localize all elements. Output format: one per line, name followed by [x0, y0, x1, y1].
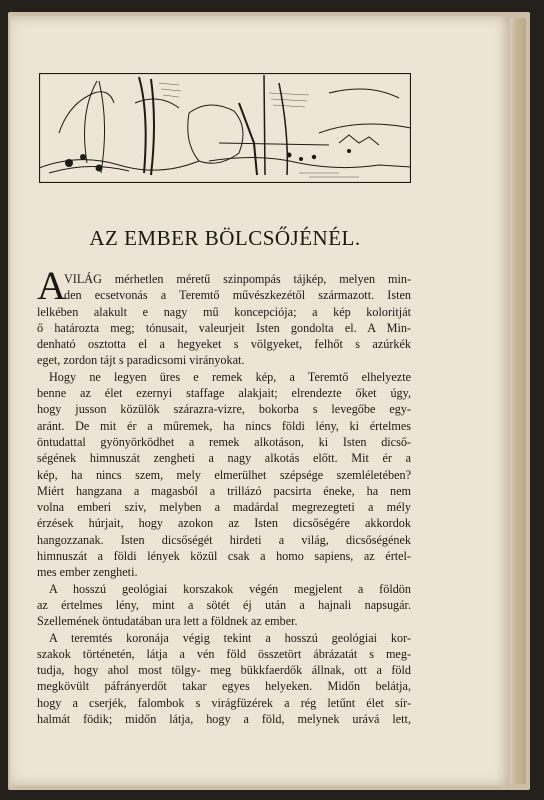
text-line: Hogy ne legyen üres e remek kép, a Teremtő elhelyezte: [49, 369, 411, 384]
text-line: érzések húrjait, hogy azokon az Isten dicsőségére akkordok: [37, 516, 411, 531]
text-line: aránt. De mit ér a műremek, ha nincs földi lény, ki értelmes: [37, 418, 411, 433]
text-line: mes ember zengheti.: [37, 565, 138, 580]
text-line: hogy a cserjék, falombok s virágfüzérek a rég letűnt élet sír-: [37, 695, 411, 710]
text-line: eget, zordon tájt s paradicsomi virányokat.: [37, 353, 245, 368]
text-line: Szellemének öntudatában ura lett a földnek az ember.: [37, 614, 298, 629]
text-line: ő határozta meg; tónusait, valeurjeit Isten gondolta el. A Min-: [37, 320, 411, 335]
chapter-title: AZ EMBER BÖLCSŐJÉNÉL.: [89, 226, 361, 250]
text-line: himnuszát a földi lények közül csak a homo sapiens, az értel-: [37, 549, 411, 564]
text-line: VILÁG mérhetlen méretű szinpompás tájkép, melyen min-: [64, 272, 411, 286]
text-line: megkövült páfrányerdőt takar egyes helyeken. Midőn belátja,: [37, 679, 411, 694]
text-line: ségének himnuszát zengheti a nagy alkotás előtt. Mit ér a: [37, 451, 411, 466]
text-line: A hosszú geológiai korszakok végén megjelent a földön: [49, 581, 411, 596]
body-text: [37, 271, 411, 727]
page-edges: [510, 18, 526, 784]
text-line: hangozzanak. Isten dicsőségét hirdeti a világ, dicsőségének: [37, 532, 411, 547]
text-line: den ecsetvonás a Teremtő művészkezétől származott. Isten: [64, 288, 411, 303]
text-line: denható osztotta el a hegyeket s völgyeket, felhőt s azúrkék: [37, 337, 411, 352]
text-line: lelkében alakult e nagy mű koncepciója; a kép koloritját: [37, 304, 411, 319]
text-line: benne az élet ezernyi staffage alakjait; elrendezte őket úgy,: [37, 386, 411, 401]
text-line: halmát födik; midőn látja, hogy a föld, melynek urává lett,: [37, 712, 411, 727]
text-line: szakok történetén, látja a vén föld összetört ábrázatát s meg-: [37, 646, 411, 661]
text-line: volna emberi sziv, melyben a madárdal megrezegteti a mély: [37, 500, 411, 515]
header-illustration: [39, 73, 411, 183]
drop-cap: A: [37, 263, 66, 308]
text-line: hogy jusson közülök szárazra-vizre, bokorba s levegőbe egy-: [37, 402, 411, 417]
text-line: Miért hangzana a magasból a trillázó pacsirta éneke, ha nem: [37, 483, 411, 498]
text-line: kép, ha nincs szem, mely elmerülhet szépsége szemléletében?: [37, 467, 411, 482]
text-line: A teremtés koronája végig tekint a hosszú geológiai kor-: [49, 630, 411, 645]
text-line: öntudattal gyönyörködhet a remek alkotáson, ki Isten dicső-: [37, 434, 411, 449]
text-line: az értelmes lény, mint a sötét éj után a hajnali napsugár.: [37, 597, 411, 612]
text-line: tudja, hogy ahol most tölgy- meg bükkfaerdők állnak, ott a föld: [37, 663, 411, 678]
